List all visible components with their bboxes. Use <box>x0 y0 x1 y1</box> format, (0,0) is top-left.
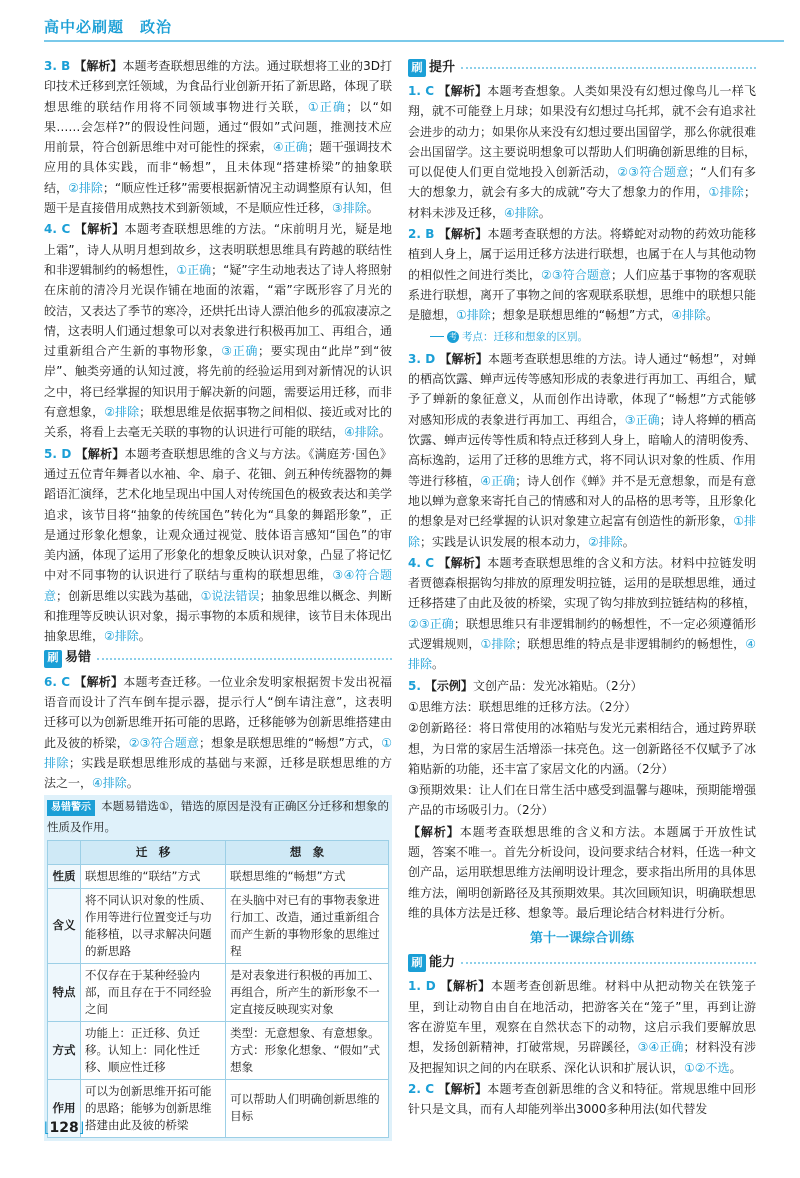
section-title: 易错 <box>65 650 92 666</box>
key-point-icon: 考 <box>447 331 459 343</box>
left-column <box>44 56 392 1141</box>
ability-answer-2: 2. C 【解析】本题考查创新思维的含义和特征。常规思维中回形针只是文具，而有人却能列举出3000多种用法(如代替发 <box>408 1081 756 1117</box>
key-point-note: 考 考点：迁移和想象的区别。 <box>430 327 756 347</box>
chapter-title: 第十一课综合训练 <box>529 931 634 947</box>
ability-answer-1: 1. D 【解析】本题考查创新思维。材料中从把动物关在铁笼子里，到让动物自由自在地活动，把游客关在“笼子”里，再到让游客在游览车里，观察在自然状态下的动物，这启示我们要解放思想，发扬创新精神，打破常规，另辟蹊径，③④正确；材料没有涉及把握知识之间的内在联系、深化认识和扩展认识，①②不选。 <box>408 979 756 1075</box>
table-row: 作用 可以为创新思维开拓可能的思路；能够为创新思维搭建由此及彼的桥梁 可以帮助人们明确创新思维的目标 <box>48 1079 389 1137</box>
warning-text: 本题易错选①，错选的原因是没有正确区分迁移和想象的性质及作用。 <box>47 799 389 834</box>
pointer-line <box>430 336 444 337</box>
section-tisheng <box>408 58 756 78</box>
answer-5: 5. D 【解析】本题考查联想思维的含义与方法。《满庭芳·国色》通过五位青年舞者以水袖、伞、扇子、花钿、剑五种传统器物的舞蹈语汇演绎，艺术化地呈现出中国人对传统国色的极致表达和美学追求，该节目将“抽象的传统国色”转化为“具象的舞蹈形象”，正是通过形象化想象，让观众通过视觉、肢体语言感知“国色”的审美内涵，体现了运用了形象化的想象反映认识对象，凸显了将记忆中对不同事物的认识进行了联结与重构的联想思维，③④符合题意；创新思维以实践为基础，①说法错误；抽象思维以概念、判断和推理等反映认识对象，揭示事物的本质和规律，该节目未体现出抽象思维，②排除。 <box>44 446 393 644</box>
book-title: 高中必刷题 政治 <box>44 18 173 36</box>
answer-4: 4. C 【解析】本题考查联想思维的方法。“床前明月光，疑是地上霜”，诗人从明月想到故乡，这表明联想思维具有跨越的联结性和非逻辑制约的畅想性，①正确；“疑”字生动地表达了诗人将照射在床前的清冷月光误作铺在地面的浓霜，“霜”字既形容了月光的皎洁，又表达了季节的寒冷，还烘托出诗人漂泊他乡的孤寂凄凉之情，这表明人们通过想象可以对表象进行积极再加工、再组合，通过重新组合产生新的事物形象，③正确；要实现由“此岸”到“彼岸”、触类旁通的认知过渡，将先前的经验运用到对新情况的认识之中，将已经掌握的知识用于解决新的问题，需要运用迁移，而非有意想象，②排除；联想思维是依据事物之间相似、接近或对比的关系，将看上去毫无关联的事物的认识进行可能的联结，④排除。 <box>44 222 393 440</box>
dotted-divider <box>461 962 756 964</box>
table-row: 特点 不仅存在于某种经验内部，而且存在于不同经验之间 是对表象进行积极的再加工、再组合，所产生的新形象不一定直接反映现实对象 <box>48 963 389 1021</box>
answer-5-step-2: ②创新路径：将日常使用的冰箱贴与发光元素相结合，通过跨界联想，为日常的家居生活增添一抹亮色。这一创新路径不仅赋予了冰箱贴新的功能，还丰富了家居文化的内涵。（2分） <box>408 721 757 776</box>
answer-5-step-1: ①思维方法：联想思维的迁移方法。（2分） <box>408 699 637 714</box>
section-title: 提升 <box>429 59 456 75</box>
section-nengli <box>408 953 756 973</box>
page-header <box>44 16 784 42</box>
brush-badge-icon: 刷 <box>408 59 426 77</box>
answer-3-right: 3. D 【解析】本题考查联想思维的方法。诗人通过“畅想”，对蝉的栖高饮露、蝉声远传等感知形成的表象进行再加工、再组合，赋予了蝉新的象征意义，从而创作出诗歌，体现了“畅想”方式能够对感知形成的表象进行再加工、再组合，③正确；诗人将蝉的栖高饮露、蝉声远传等性质和特点迁移到人身上，暗喻人的清明俊秀、高标逸韵，运用了迁移的思维方式，将不同认识对象的性质、作用等进行移植，④正确；诗人创作《蝉》并不是无意想象，而是有意地以蝉为意象来寄托自己的情感和对人的品格的思考等，且形象化的想象是对已经掌握的认识对象建立起富有创造性的新形象，①排除；实践是认识发展的根本动力，②排除。 <box>408 351 757 549</box>
answer-3: 3. B 【解析】本题考查联想思维的方法。通过联想将工业的3D打印技术迁移到烹饪领域，为食品行业创新开拓了新思路，体现了联想思维的联结作用将不同领域事物进行关联，①正确；以“如果……会怎样?”的假设性问题，通过“假如”式问题，推测技术应用前景，符合创新思维中对可能性的探索，④正确；题干强调技术应用的具体实践，而非“畅想”，且未体现“搭建桥梁”的抽象联结，②排除；“顺应性迁移”需要根据新情况主动调整原有认知，但题干是直接借用成熟技术到新领域，不是顺应性迁移，③排除。 <box>44 59 393 216</box>
table-row: 方式 功能上：正迁移、负迁移。认知上：同化性迁移、顺应性迁移 类型：无意想象、有意想象。方式：形象化想象、“假如”式想象 <box>48 1021 389 1079</box>
page-number: ⌊128⌋ <box>44 1120 85 1136</box>
brush-badge-icon: 刷 <box>408 954 426 972</box>
answer-5-analysis: 【解析】本题考查联想思维的含义和方法。本题属于开放性试题，答案不唯一。首先分析设问，设问要求结合材料，任选一种文创产品，运用联想思维方法阐明设计理念，要求指出所用的具体思维方法，阐明创新路径及其预期效果。其次回顾知识，明确联想思维的具体方法是迁移、想象等。最后理论结合材料进行分析。 <box>408 824 757 920</box>
answer-6: 6. C 【解析】本题考查迁移。一位业余发明家根据贺卡发出祝福语音而设计了汽车倒车提示器，提示行人“倒车请注意”，这表明迁移可以为创新思维开拓可能的思路，迁移能够为创新思维搭建由此及彼的桥梁，②③符合题意；想象是联想思维的“畅想”方式，①排除；实践是联想思维形成的基础与来源，迁移是联想思维的方法之一，④排除。 <box>44 674 393 791</box>
section-yicuo <box>44 649 392 669</box>
right-column <box>408 56 756 1121</box>
section-title: 能力 <box>429 955 456 971</box>
table-header-row: 迁 移 想 象 <box>48 840 389 864</box>
answer-4-right: 4. C 【解析】本题考查联想思维的含义和方法。材料中拉链发明者贾德森根据钩匀排放的原理发明拉链，运用的是联想思维，通过迁移搭建了由此及彼的桥梁，实现了钩匀排放到拉链结构的移植，②③正确；联想思维只有非逻辑制约的畅想性，不一定必须遵循形式逻辑规则，①排除；联想思维的特点是非逻辑制约的畅想性，④排除。 <box>408 555 757 672</box>
table-row: 性质 联想思维的“联结”方式 联想思维的“畅想”方式 <box>48 864 389 888</box>
brush-badge-icon: 刷 <box>44 650 62 668</box>
answer-5-step-3: ③预期效果：让人们在日常生活中感受到温馨与趣味，预期能增强产品的市场吸引力。（2分） <box>408 783 756 818</box>
error-warning-box <box>44 795 392 1141</box>
dotted-divider <box>97 658 392 660</box>
warning-badge: 易错警示 <box>47 800 95 816</box>
answer-5-right: 5. 【示例】文创产品：发光冰箱贴。（2分） <box>408 678 643 693</box>
table-row: 含义 将不同认识对象的性质、作用等进行位置变迁与功能移植，以寻求解决问题的新思路 在头脑中对已有的事物表象进行加工、改造，通过重新组合而产生新的事物形象的思维过程 <box>48 888 389 963</box>
answer-2: 2. B 【解析】本题考查联想的方法。将蟒蛇对动物的药效功能移植到人身上，属于运用迁移方法进行联想，也属于在人与其他动物的相似性之间进行类比，②③符合题意；人们应基于事物的客观联系进行联想，离开了事物之间的客观联系联想，思维中的联想只能是臆想，①排除；想象是联想思维的“畅想”方式，④排除。 <box>408 227 757 323</box>
comparison-table <box>47 840 389 1138</box>
answer-1: 1. C 【解析】本题考查想象。人类如果没有幻想过像鸟儿一样飞翔，就不可能登上月球；如果没有幻想过乌托邦，就不会有追求社会进步的动力；如果你从来没有幻想过要出国留学，那么你就很难会出国留学。这主要说明想象可以帮助人们明确创新思维的目标，可以促使人们更自觉地投入创新活动，②③符合题意；“人们有多大的想象力，就会有多大的成就”夸大了想象力的作用，①排除；材料未涉及迁移，④排除。 <box>408 84 757 220</box>
header-rule <box>44 40 784 42</box>
dotted-divider <box>461 67 756 69</box>
